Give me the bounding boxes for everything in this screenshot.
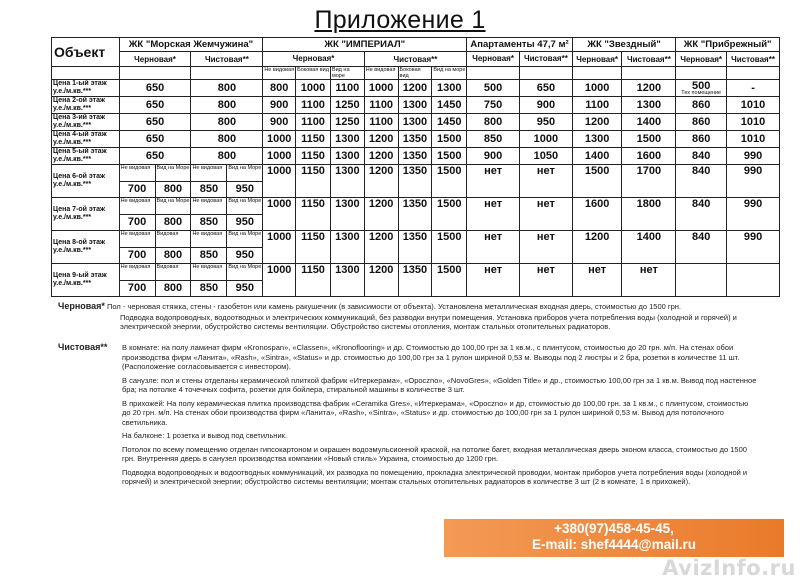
zv-rough-label: Черновая* — [572, 52, 622, 67]
cell-zv-finish: 1700 — [622, 165, 676, 198]
table-row — [52, 165, 780, 198]
cell-mz-split — [119, 264, 155, 297]
cell-apt-rough: 800 — [467, 114, 520, 131]
cell-imperial: 1350 — [398, 231, 432, 264]
table-row — [52, 131, 780, 148]
cell-zv-finish: 1600 — [622, 148, 676, 165]
row-label: Цена 8-ой этаж у.е./м.кв.*** — [52, 231, 120, 264]
cell-view-sublabel: Вид на Море — [156, 198, 190, 204]
cell-mz-value: 850 — [191, 247, 226, 263]
cell-mz-split — [119, 165, 155, 198]
cell-mz-value: 800 — [156, 181, 191, 197]
cell-pr-finish: 1010 — [727, 97, 780, 114]
cell-pr-rough: 860 — [676, 97, 727, 114]
cell-pr-finish: - — [727, 80, 780, 97]
cell-mz-value: 700 — [120, 247, 155, 263]
cell-zv-finish: 1500 — [622, 131, 676, 148]
cell-mz-finish: 800 — [191, 114, 263, 131]
cell-imperial: 1200 — [364, 148, 398, 165]
cell-mz-split — [227, 231, 263, 264]
cell-imperial: 1500 — [432, 198, 467, 231]
cell-zv-finish: 1800 — [622, 198, 676, 231]
object-header: Объект — [52, 38, 120, 67]
table-row — [52, 198, 780, 231]
rough-label: Черновая* — [58, 301, 105, 311]
cell-view-sublabel: Не видовая — [120, 165, 151, 171]
cell-zv-finish: 1400 — [622, 114, 676, 131]
cell-view-sublabel: Не видовая — [192, 198, 223, 204]
cell-mz-value: 700 — [120, 280, 155, 296]
imp-rough-label: Черновая* — [263, 52, 364, 67]
cell-pr-finish: 990 — [727, 231, 780, 264]
cell-imperial: 1200 — [364, 231, 398, 264]
cell-mz-value: 700 — [120, 181, 155, 197]
rough-text: Пол - черновая стяжка, стены - газобетон или камень ракушечник (в зависимости от объекта). Установлена металлическая входная дверь, стоимостью до 1500 грн. — [107, 302, 682, 311]
cell-apt-finish: нет — [520, 165, 573, 198]
cell-view-sublabel: Не видовая — [192, 231, 223, 237]
cell-mz-value: 950 — [227, 214, 262, 230]
tech-room-note: Тех помещение — [681, 89, 722, 96]
cell-mz-split — [155, 231, 191, 264]
cell-pr-finish — [727, 264, 780, 297]
cell-zv-rough: 1200 — [572, 114, 622, 131]
cell-apt-rough: нет — [467, 198, 520, 231]
hall-text: В прихожей: На полу керамическая плитка производства фабрик «Ceramika Gres», «Итеркерама», «Opoczno» и др, стоимостью до 100,00 грн. за 1 кв.м., с плинтусом, стоимостью до 20 грн. м/п. На стенах обои производства фирм «Ланита», «Rash», «Sintra», «Status» и др. стоимостью до 100,00 грн за 1 рулон шириной 0,53 м. Вывод для потолочного светильника. — [122, 398, 749, 427]
cell-apt-finish: нет — [520, 198, 573, 231]
cell-imperial: 1150 — [296, 165, 331, 198]
cell-imperial: 900 — [263, 114, 296, 131]
cell-view-sublabel: Видовая — [156, 231, 179, 237]
cell-mz-value: 700 — [120, 214, 155, 230]
zv-finish-label: Чистовая** — [622, 52, 676, 67]
cell-pr-rough: 840 — [676, 165, 727, 198]
cell-mz-split — [191, 165, 227, 198]
ceiling-text: Потолок по всему помещению отделан гипсокартоном и окрашен водоэмульсионной краской, на потолке багет, входная металлическая дверь эконом класса, стоимостью до 1500 грн. Внутренняя дверь в санузел производства компании «Новый стиль» Украина, стоимостью до 1200 грн. — [122, 444, 747, 463]
table-row — [52, 148, 780, 165]
row-label: Цена 9-ый этаж у.е./м.кв.*** — [52, 264, 120, 297]
cell-apt-finish: нет — [520, 231, 573, 264]
complex-header-zvezdny: ЖК "Звездный" — [572, 38, 676, 52]
comm-text: Подводка водопроводных и водоотводных коммуникаций, их разводка по помещению, прокладка электрической проводки, монтаж приборов учета потребления воды (холодной и горячей) и электрической энергии; обустройство системы вентиляции; монтаж стальных отопительных радиаторов в количестве 3 шт (2 в комнате, 1 в прихожей). — [122, 467, 748, 486]
cell-imperial: 1100 — [330, 80, 364, 97]
cell-mz-rough: 650 — [119, 80, 191, 97]
cell-view-sublabel: Не видовая — [192, 165, 223, 171]
cell-view-sublabel: Вид на Море — [228, 198, 262, 204]
apt-rough-label: Черновая* — [467, 52, 520, 66]
cell-pr-rough — [676, 264, 727, 297]
cell-view-sublabel: Не видовая — [120, 264, 151, 270]
cell-imperial: 1100 — [296, 114, 331, 131]
table-row — [52, 97, 780, 114]
cell-mz-value: 850 — [191, 181, 226, 197]
cell-mz-split — [191, 264, 227, 297]
cell-imperial: 1200 — [364, 198, 398, 231]
cell-apt-finish: 1050 — [520, 148, 573, 165]
apt-title: Апартаменты 47,7 м² — [470, 39, 569, 50]
page-title: Приложение 1 — [314, 6, 486, 34]
cell-imperial: 1100 — [296, 97, 331, 114]
table-row — [52, 264, 780, 297]
cell-view-sublabel: Вид на Море — [228, 165, 262, 171]
cell-imperial: 1300 — [330, 198, 364, 231]
cell-imperial: 1500 — [432, 131, 467, 148]
cell-apt-finish: 950 — [520, 114, 573, 131]
cell-zv-rough: нет — [572, 264, 622, 297]
cell-zv-finish: 1400 — [622, 231, 676, 264]
row-label: Цена 5-ый этаж у.е./м.кв.*** — [52, 148, 120, 165]
pr-finish-label: Чистовая** — [727, 52, 780, 67]
cell-mz-split — [227, 165, 263, 198]
cell-zv-rough: 1500 — [572, 165, 622, 198]
cell-imperial: 1150 — [296, 198, 331, 231]
cell-view-sublabel: Не видовая — [120, 198, 151, 204]
cell-imperial: 1000 — [364, 80, 398, 97]
cell-imperial: 1300 — [330, 165, 364, 198]
cell-mz-finish: 800 — [191, 97, 263, 114]
cell-mz-value: 850 — [191, 214, 226, 230]
mz-finish-label: Чистовая** — [191, 52, 263, 67]
cell-apt-rough: нет — [467, 165, 520, 198]
complex-header-apartments — [467, 38, 573, 67]
cell-pr-rough: 860 — [676, 131, 727, 148]
cell-pr-rough — [676, 80, 727, 97]
cell-imperial: 1500 — [432, 165, 467, 198]
price-table — [51, 37, 780, 297]
finish-text: В комнате: на полу ламинат фирм «Kronospan», «Classen», «Kronoflooring» и др. Стоимостью до 100,00 грн за 1 кв.м., с плинтусом, стоимостью до 20 грн. м/п. На стенах обои производства фирм «Ланита», «Rash», «Sintra», «Status» и др. стоимостью до 100,00 грн за 1 рулон шириной 0,53 м. Выводы под 2 люстры и 2 бра, розетки в количестве 11 шт. (Расположение согласовывается с инвестором). — [122, 343, 740, 371]
complex-header-mz: ЖК "Морская Жемчужина" — [119, 38, 263, 52]
cell-zv-rough: 1600 — [572, 198, 622, 231]
imp-sub-nonview-1: Не видовая — [263, 67, 296, 80]
cell-mz-split — [227, 198, 263, 231]
cell-apt-finish: 900 — [520, 97, 573, 114]
cell-imperial: 1000 — [263, 165, 296, 198]
apt-finish-label: Чистовая** — [523, 54, 568, 63]
cell-apt-rough: нет — [467, 231, 520, 264]
cell-imperial: 1000 — [263, 264, 296, 297]
table-row — [52, 114, 780, 131]
table-row — [52, 80, 780, 97]
cell-apt-finish: 650 — [520, 80, 573, 97]
cell-zv-finish: нет — [622, 264, 676, 297]
cell-pr-finish: 1010 — [727, 131, 780, 148]
cell-imperial: 1300 — [398, 97, 432, 114]
cell-mz-value: 800 — [156, 247, 191, 263]
mz-rough-label: Черновая* — [119, 52, 191, 67]
cell-zv-finish: 1200 — [622, 80, 676, 97]
cell-imperial: 1300 — [330, 148, 364, 165]
cell-mz-rough: 650 — [119, 114, 191, 131]
cell-mz-value: 950 — [227, 181, 262, 197]
imp-sub-nonview-2: Не видовая — [364, 67, 398, 80]
cell-zv-finish: 1300 — [622, 97, 676, 114]
cell-imperial: 1100 — [364, 114, 398, 131]
cell-imperial: 1350 — [398, 148, 432, 165]
cell-pr-rough: 860 — [676, 114, 727, 131]
rough-text-2: Подводка водопроводных, водоотводных и электрических коммуникаций, без разводки внутри помещения. Установка приборов учета потребления воды (холодной и горячей) и электрической энергии, обустройство системы вентиляции. Обустройство системы отопления, монтаж стальных отопительных радиаторов. — [120, 312, 737, 331]
imp-sub-side-2: Боковая вид — [398, 67, 432, 80]
cell-apt-rough: нет — [467, 264, 520, 297]
imp-sub-sea-1: Вид на море — [330, 67, 364, 80]
bath-text: В санузле: пол и стены отделаны керамической плиткой фабрик «Итеркерама», «Opoczno», «NovoGres», «Golden Title» и др., стоимостью 100,00 грн за 1 кв.м. Вывод под настенное бра; на потолке 4 точечных софита, розетки для бойлера, стиральной машины в количестве 3 шт. — [122, 375, 757, 394]
finish-label: Чистовая** — [58, 342, 108, 352]
cell-apt-rough: 750 — [467, 97, 520, 114]
cell-imperial: 1500 — [432, 231, 467, 264]
cell-apt-finish: 1000 — [520, 131, 573, 148]
cell-mz-split — [227, 264, 263, 297]
cell-view-sublabel: Вид на Море — [156, 165, 190, 171]
cell-imperial: 1300 — [330, 131, 364, 148]
cell-imperial: 1350 — [398, 198, 432, 231]
cell-imperial: 1100 — [364, 97, 398, 114]
cell-imperial: 1200 — [364, 131, 398, 148]
cell-mz-finish: 800 — [191, 148, 263, 165]
cell-mz-value: 800 — [156, 280, 191, 296]
cell-imperial: 1450 — [432, 97, 467, 114]
cell-imperial: 1000 — [263, 131, 296, 148]
cell-imperial: 1200 — [364, 165, 398, 198]
cell-imperial: 1150 — [296, 264, 331, 297]
imp-sub-side-1: Боковая вид — [296, 67, 331, 80]
cell-apt-rough: 850 — [467, 131, 520, 148]
row-label: Цена 2-ой этаж у.е./м.кв.*** — [52, 97, 120, 114]
cell-zv-rough: 1000 — [572, 80, 622, 97]
cell-mz-value: 800 — [156, 214, 191, 230]
cell-imperial: 1000 — [263, 231, 296, 264]
cell-imperial: 1000 — [296, 80, 331, 97]
contact-email: E-mail: shef4444@mail.ru — [532, 537, 696, 552]
notes-finish — [58, 343, 758, 491]
cell-imperial: 1300 — [330, 231, 364, 264]
cell-pr-rough: 840 — [676, 148, 727, 165]
cell-apt-rough: 900 — [467, 148, 520, 165]
contact-phone: +380(97)458-45-45, — [554, 521, 674, 536]
notes-rough — [58, 302, 758, 336]
cell-imperial: 1250 — [330, 97, 364, 114]
cell-mz-split — [155, 264, 191, 297]
cell-imperial: 800 — [263, 80, 296, 97]
contact-banner — [444, 519, 784, 557]
row-label: Цена 4-ый этаж у.е./м.кв.*** — [52, 131, 120, 148]
cell-mz-value: 950 — [227, 247, 262, 263]
watermark: AvizInfo.ru — [662, 556, 796, 580]
cell-imperial: 1350 — [398, 165, 432, 198]
cell-imperial: 1500 — [432, 264, 467, 297]
cell-imperial: 1150 — [296, 148, 331, 165]
cell-mz-rough: 650 — [119, 131, 191, 148]
cell-pr-finish: 1010 — [727, 114, 780, 131]
cell-zv-rough: 1200 — [572, 231, 622, 264]
balcony-text: На балконе: 1 розетка и вывод под светильник. — [122, 431, 288, 440]
cell-pr-finish: 990 — [727, 148, 780, 165]
cell-pr-finish: 990 — [727, 165, 780, 198]
cell-apt-finish: нет — [520, 264, 573, 297]
cell-imperial: 1450 — [432, 114, 467, 131]
cell-mz-split — [119, 231, 155, 264]
cell-zv-rough: 1400 — [572, 148, 622, 165]
cell-zv-rough: 1300 — [572, 131, 622, 148]
cell-imperial: 1300 — [398, 114, 432, 131]
cell-mz-rough: 650 — [119, 148, 191, 165]
cell-zv-rough: 1100 — [572, 97, 622, 114]
cell-imperial: 1200 — [364, 264, 398, 297]
cell-imperial: 1500 — [432, 148, 467, 165]
cell-apt-rough: 500 — [467, 80, 520, 97]
complex-header-imperial: ЖК "ИМПЕРИАЛ" — [263, 38, 467, 52]
cell-mz-split — [155, 198, 191, 231]
cell-view-sublabel: Видовая — [156, 264, 179, 270]
cell-mz-split — [119, 198, 155, 231]
cell-mz-split — [191, 231, 227, 264]
cell-imperial: 1300 — [330, 264, 364, 297]
cell-mz-value: 850 — [191, 280, 226, 296]
cell-pr-rough-value: 500 — [692, 79, 711, 92]
cell-view-sublabel: Не видовая — [192, 264, 223, 270]
complex-header-pribrezhny: ЖК "Прибрежный" — [676, 38, 780, 52]
row-label: Цена 6-ой этаж у.е./м.кв.*** — [52, 165, 120, 198]
cell-imperial: 1000 — [263, 148, 296, 165]
cell-view-sublabel: Вид на Море — [228, 231, 262, 237]
cell-imperial: 1350 — [398, 264, 432, 297]
cell-imperial: 1300 — [432, 80, 467, 97]
cell-imperial: 1200 — [398, 80, 432, 97]
cell-mz-finish: 800 — [191, 131, 263, 148]
cell-pr-rough: 840 — [676, 198, 727, 231]
row-label: Цена 3-ий этаж у.е./м.кв.*** — [52, 114, 120, 131]
cell-mz-finish: 800 — [191, 80, 263, 97]
cell-imperial: 1000 — [263, 198, 296, 231]
cell-mz-value: 950 — [227, 280, 262, 296]
cell-view-sublabel: Вид на Море — [228, 264, 262, 270]
imp-sub-sea-2: Вид на море — [432, 67, 467, 80]
cell-pr-rough: 840 — [676, 231, 727, 264]
cell-imperial: 1150 — [296, 131, 331, 148]
cell-imperial: 900 — [263, 97, 296, 114]
cell-imperial: 1350 — [398, 131, 432, 148]
imp-finish-label: Чистовая** — [364, 52, 466, 67]
cell-pr-finish: 990 — [727, 198, 780, 231]
pr-rough-label: Черновая* — [676, 52, 727, 67]
row-label: Цена 7-ой этаж у.е./м.кв.*** — [52, 198, 120, 231]
cell-imperial: 1150 — [296, 231, 331, 264]
cell-view-sublabel: Не видовая — [120, 231, 151, 237]
table-row — [52, 231, 780, 264]
row-label: Цена 1-ый этаж у.е./м.кв.*** — [52, 80, 120, 97]
cell-mz-rough: 650 — [119, 97, 191, 114]
cell-imperial: 1250 — [330, 114, 364, 131]
cell-mz-split — [191, 198, 227, 231]
cell-mz-split — [155, 165, 191, 198]
